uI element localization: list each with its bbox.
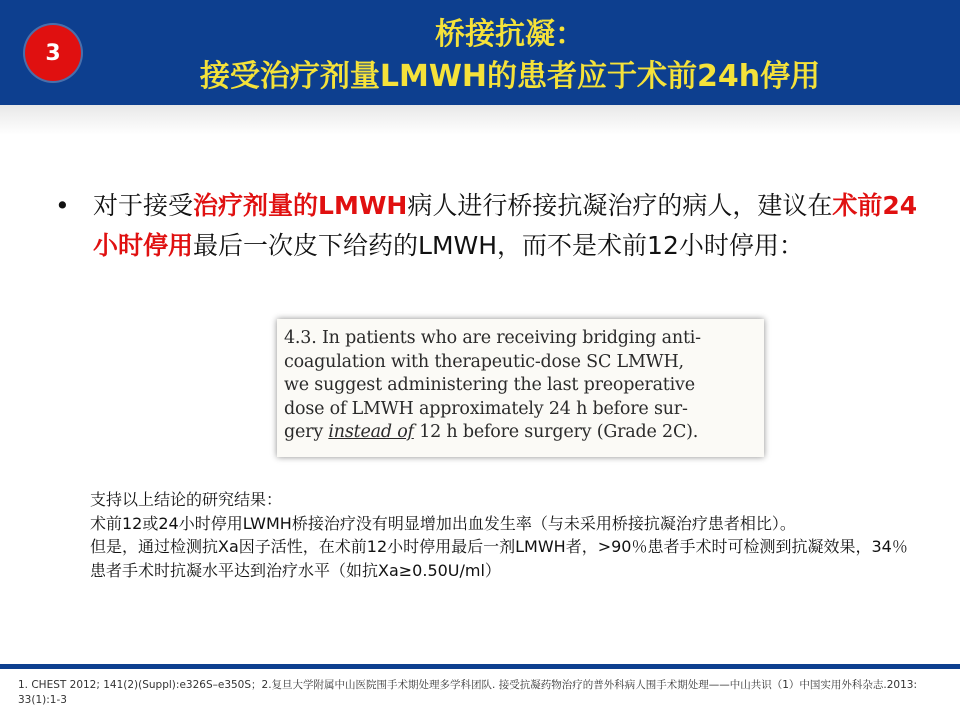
quote-emphasis: instead of [328, 422, 414, 442]
quote-line-3: we suggest administering the last preoperative [284, 375, 695, 395]
bullet-text [93, 186, 923, 266]
title-line-2: 接受治疗剂量LMWH的患者应于术前24h停用 [199, 59, 821, 94]
support-heading: 支持以上结论的研究结果： [90, 490, 283, 509]
support-paragraph-1: 术前12或24小时停用LWMH桥接治疗没有明显增加出血发生率（与未采用桥接抗凝治疗患者相比）。 [90, 513, 796, 533]
guideline-quote-image [277, 319, 764, 457]
footer-divider [0, 664, 960, 669]
slide-title [80, 14, 940, 98]
quote-line-1: 4.3. In patients who are receiving bridging anti- [284, 328, 701, 348]
highlight-timing: 术前24小时停用 [93, 191, 918, 260]
slide-number-badge: 3 [25, 25, 81, 81]
header-shadow [0, 105, 960, 135]
support-paragraph-2: 但是，通过检测抗Xa因子活性，在术前12小时停用最后一剂LMWH者，>90％患者手术时可检测到抗凝效果，34％患者手术时抗凝水平达到治疗水平（如抗Xa≥0.50U/ml） [90, 537, 908, 580]
title-line-1: 桥接抗凝： [435, 17, 585, 52]
highlight-dose: 治疗剂量的LMWH [193, 191, 408, 220]
bullet-text-part-1: 对于接受 [93, 191, 194, 220]
quote-line-2: coagulation with therapeutic-dose SC LMWH, [284, 351, 684, 372]
quote-line-5-a: gery [284, 422, 329, 442]
quote-line-5-c: 12 h before surgery (Grade 2C). [413, 422, 699, 442]
quote-line-4: dose of LMWH approximately 24 h before sur- [284, 398, 688, 419]
bullet-text-part-3: 最后一次皮下给药的LMWH，而不是术前12小时停用： [193, 231, 804, 260]
footer-reference: 1. CHEST 2012; 141(2)(Suppl):e326S–e350S；2.复旦大学附属中山医院围手术期处理多学科团队. 接受抗凝药物治疗的普外科病人围手术期处理——中山共识（1）中国实用外科杂志.2013: 33(1):1-3 [18, 679, 917, 706]
supporting-evidence [90, 488, 920, 582]
bullet-text-part-2: 病人进行桥接抗凝治疗的病人，建议在 [407, 191, 833, 220]
quote-line-5 [284, 421, 756, 445]
bullet-dot-icon: • [55, 191, 70, 220]
